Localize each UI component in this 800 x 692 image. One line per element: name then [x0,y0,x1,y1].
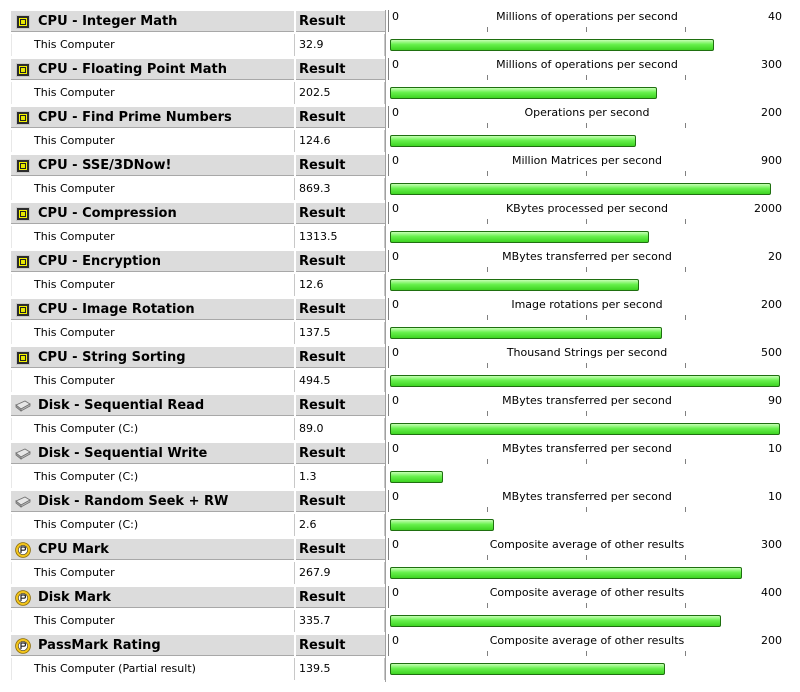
result-row[interactable] [0,274,800,298]
benchmark-group [0,538,800,586]
scale-tick [586,27,587,32]
benchmark-header [0,58,800,82]
computer-name-cell [11,82,295,104]
scale-tick [685,603,686,608]
scale-label: MBytes transferred per second [502,394,672,407]
computer-name: This Computer (C:) [34,422,139,435]
result-bar-area [389,34,785,56]
scale-axis [388,106,785,128]
result-header-label: Result [299,302,346,317]
result-value-cell [296,34,385,56]
scale-tick [685,507,686,512]
scale-tick [487,219,488,224]
disk-drive-icon [15,398,31,414]
scale-tick [487,603,488,608]
scale-min: 0 [392,538,399,551]
scale-label: Composite average of other results [489,586,685,599]
scale-max: 200 [761,634,782,647]
cpu-chip-icon [15,158,31,174]
scale-min: 0 [392,10,399,23]
computer-name: This Computer (Partial result) [34,662,196,675]
benchmark-header [0,394,800,418]
computer-name: This Computer [34,566,115,579]
result-row[interactable] [0,610,800,634]
benchmark-header [0,634,800,658]
computer-name-cell [11,226,295,248]
scale-tick [586,459,587,464]
result-column-header[interactable] [296,442,385,464]
test-title: CPU Mark [38,542,109,557]
result-header-label: Result [299,638,346,653]
result-value-cell [296,322,385,344]
scale-min: 0 [392,202,399,215]
result-value-cell [296,610,385,632]
test-name-cell[interactable] [11,346,294,368]
test-name-cell[interactable] [11,442,294,464]
result-row[interactable] [0,562,800,586]
result-bar-area [389,514,785,536]
result-value-cell [296,466,385,488]
benchmark-header [0,298,800,322]
result-header-label: Result [299,542,346,557]
test-title: PassMark Rating [38,638,161,653]
disk-drive-icon [15,494,31,510]
computer-name: This Computer [34,374,115,387]
scale-axis [388,586,785,608]
benchmark-group [0,490,800,538]
test-name-cell[interactable] [11,202,294,224]
computer-name: This Computer (C:) [34,470,139,483]
scale-tick [685,363,686,368]
scale-tick [685,27,686,32]
computer-name-cell [11,370,295,392]
scale-tick [586,315,587,320]
scale-tick [487,315,488,320]
result-column-header[interactable] [296,154,385,176]
result-value: 89.0 [299,422,324,435]
scale-min: 0 [392,634,399,647]
scale-max: 300 [761,58,782,71]
result-bar [390,423,780,435]
scale-tick [487,651,488,656]
result-value: 494.5 [299,374,331,387]
test-name-cell[interactable] [11,394,294,416]
scale-axis [388,442,785,464]
scale-tick [586,555,587,560]
scale-axis [388,10,785,32]
scale-max: 200 [761,106,782,119]
computer-name: This Computer [34,38,115,51]
benchmark-header [0,202,800,226]
scale-tick [487,363,488,368]
cpu-chip-icon [15,110,31,126]
scale-max: 2000 [754,202,782,215]
result-value: 12.6 [299,278,324,291]
scale-axis [388,58,785,80]
result-bar-area [389,418,785,440]
cpu-chip-icon [15,62,31,78]
result-value: 267.9 [299,566,331,579]
computer-name: This Computer [34,86,115,99]
computer-name-cell [11,610,295,632]
passmark-badge-icon [15,638,31,654]
test-name-cell[interactable] [11,298,294,320]
scale-max: 200 [761,298,782,311]
result-column-header[interactable] [296,586,385,608]
result-row[interactable] [0,370,800,394]
scale-axis [388,394,785,416]
scale-axis [388,346,785,368]
result-bar [390,519,494,531]
cpu-chip-icon [15,302,31,318]
result-header-label: Result [299,206,346,221]
result-header-label: Result [299,398,346,413]
result-value: 137.5 [299,326,331,339]
benchmark-group [0,394,800,442]
scale-tick [685,411,686,416]
result-header-label: Result [299,590,346,605]
computer-name-cell [11,562,295,584]
test-title: CPU - Image Rotation [38,302,195,317]
scale-tick [685,651,686,656]
benchmark-group [0,154,800,202]
result-row[interactable] [0,34,800,58]
result-bar [390,567,742,579]
computer-name-cell [11,322,295,344]
test-name-cell[interactable] [11,250,294,272]
benchmark-group [0,634,800,682]
scale-tick [487,171,488,176]
scale-axis [388,202,785,224]
disk-drive-icon [15,446,31,462]
result-column-header[interactable] [296,538,385,560]
scale-tick [586,363,587,368]
result-value: 124.6 [299,134,331,147]
test-title: CPU - Integer Math [38,14,178,29]
test-title: CPU - SSE/3DNow! [38,158,172,173]
scale-tick [586,123,587,128]
scale-axis [388,634,785,656]
scale-label: KBytes processed per second [505,202,669,215]
benchmark-group [0,586,800,634]
scale-tick [487,459,488,464]
test-title: Disk Mark [38,590,111,605]
scale-label: Million Matrices per second [511,154,663,167]
passmark-badge-icon [15,542,31,558]
result-value: 1313.5 [299,230,338,243]
benchmark-header [0,442,800,466]
result-header-label: Result [299,14,346,29]
test-title: CPU - Floating Point Math [38,62,227,77]
scale-tick [586,171,587,176]
benchmark-group [0,202,800,250]
computer-name-cell [11,658,295,680]
scale-tick [685,75,686,80]
scale-axis [388,490,785,512]
benchmark-header [0,490,800,514]
result-column-header[interactable] [296,106,385,128]
result-bar-area [389,370,785,392]
scale-label: Operations per second [524,106,650,119]
scale-tick [685,555,686,560]
result-value-cell [296,562,385,584]
test-title: Disk - Sequential Read [38,398,205,413]
result-bar [390,663,665,675]
benchmark-group [0,10,800,58]
test-title: CPU - Compression [38,206,177,221]
result-value-cell [296,178,385,200]
benchmark-header [0,586,800,610]
result-bar-area [389,466,785,488]
computer-name-cell [11,34,295,56]
benchmark-header [0,250,800,274]
computer-name: This Computer [34,614,115,627]
result-bar [390,327,662,339]
result-value: 2.6 [299,518,317,531]
cpu-chip-icon [15,350,31,366]
computer-name-cell [11,274,295,296]
scale-tick [487,411,488,416]
scale-tick [487,267,488,272]
result-header-label: Result [299,446,346,461]
result-bar [390,375,780,387]
benchmark-group [0,442,800,490]
scale-tick [487,27,488,32]
scale-max: 900 [761,154,782,167]
result-bar-area [389,610,785,632]
result-column-header[interactable] [296,250,385,272]
result-value: 1.3 [299,470,317,483]
cpu-chip-icon [15,14,31,30]
scale-tick [487,123,488,128]
result-column-header[interactable] [296,634,385,656]
test-name-cell[interactable] [11,10,294,32]
scale-tick [586,267,587,272]
result-header-label: Result [299,110,346,125]
result-value-cell [296,82,385,104]
passmark-badge-icon [15,590,31,606]
scale-min: 0 [392,586,399,599]
computer-name-cell [11,130,295,152]
scale-tick [586,507,587,512]
test-title: CPU - Encryption [38,254,161,269]
result-row[interactable] [0,466,800,490]
scale-max: 90 [768,394,782,407]
scale-max: 20 [768,250,782,263]
result-column-header[interactable] [296,490,385,512]
result-row[interactable] [0,418,800,442]
scale-min: 0 [392,442,399,455]
result-column-header[interactable] [296,346,385,368]
result-row[interactable] [0,322,800,346]
result-value-cell [296,418,385,440]
benchmark-header [0,10,800,34]
result-value: 139.5 [299,662,331,675]
result-bar-area [389,82,785,104]
result-row[interactable] [0,514,800,538]
result-bar [390,231,649,243]
result-column-header[interactable] [296,202,385,224]
computer-name: This Computer (C:) [34,518,139,531]
test-name-cell[interactable] [11,634,294,656]
scale-max: 400 [761,586,782,599]
scale-tick [586,411,587,416]
scale-min: 0 [392,346,399,359]
scale-label: Image rotations per second [511,298,663,311]
result-value-cell [296,370,385,392]
benchmark-header [0,154,800,178]
test-title: Disk - Random Seek + RW [38,494,229,509]
result-value: 202.5 [299,86,331,99]
scale-axis [388,298,785,320]
test-title: CPU - String Sorting [38,350,186,365]
result-bar [390,615,721,627]
scale-label: Composite average of other results [489,634,685,647]
scale-tick [586,651,587,656]
computer-name-cell [11,514,295,536]
scale-min: 0 [392,490,399,503]
computer-name-cell [11,466,295,488]
result-row[interactable] [0,658,800,682]
result-row[interactable] [0,82,800,106]
computer-name: This Computer [34,326,115,339]
computer-name: This Computer [34,278,115,291]
result-header-label: Result [299,350,346,365]
result-bar-area [389,274,785,296]
scale-label: MBytes transferred per second [502,442,672,455]
result-value: 869.3 [299,182,331,195]
result-header-label: Result [299,62,346,77]
scale-max: 10 [768,442,782,455]
result-bar [390,279,639,291]
computer-name: This Computer [34,230,115,243]
result-header-label: Result [299,254,346,269]
benchmark-group [0,346,800,394]
scale-axis [388,538,785,560]
result-bar-area [389,178,785,200]
test-title: Disk - Sequential Write [38,446,208,461]
result-bar-area [389,562,785,584]
scale-min: 0 [392,394,399,407]
test-name-cell[interactable] [11,538,294,560]
cpu-chip-icon [15,254,31,270]
scale-label: Millions of operations per second [496,58,678,71]
result-bar-area [389,130,785,152]
scale-max: 40 [768,10,782,23]
result-value-cell [296,514,385,536]
result-bar [390,39,714,51]
benchmark-results-table [0,10,800,682]
scale-min: 0 [392,298,399,311]
scale-tick [685,459,686,464]
result-value-cell [296,130,385,152]
scale-label: MBytes transferred per second [502,250,672,263]
result-column-header[interactable] [296,10,385,32]
result-value-cell [296,658,385,680]
scale-max: 500 [761,346,782,359]
result-bar [390,183,771,195]
result-value-cell [296,226,385,248]
result-row[interactable] [0,130,800,154]
scale-min: 0 [392,58,399,71]
scale-axis [388,250,785,272]
scale-max: 10 [768,490,782,503]
scale-tick [685,219,686,224]
benchmark-header [0,106,800,130]
result-bar [390,135,636,147]
test-name-cell[interactable] [11,586,294,608]
result-bar [390,471,443,483]
scale-tick [685,267,686,272]
test-name-cell[interactable] [11,154,294,176]
scale-tick [685,171,686,176]
scale-min: 0 [392,154,399,167]
scale-max: 300 [761,538,782,551]
scale-tick [487,555,488,560]
benchmark-header [0,346,800,370]
scale-tick [586,603,587,608]
result-header-label: Result [299,494,346,509]
scale-min: 0 [392,106,399,119]
scale-tick [685,123,686,128]
benchmark-group [0,298,800,346]
cpu-chip-icon [15,206,31,222]
computer-name-cell [11,178,295,200]
scale-tick [586,219,587,224]
computer-name: This Computer [34,134,115,147]
result-bar-area [389,322,785,344]
scale-tick [586,75,587,80]
benchmark-header [0,538,800,562]
result-column-header[interactable] [296,394,385,416]
test-name-cell[interactable] [11,106,294,128]
scale-label: Composite average of other results [489,538,685,551]
result-bar-area [389,658,785,680]
test-name-cell[interactable] [11,490,294,512]
result-row[interactable] [0,178,800,202]
computer-name-cell [11,418,295,440]
scale-label: MBytes transferred per second [502,490,672,503]
result-header-label: Result [299,158,346,173]
benchmark-group [0,106,800,154]
computer-name: This Computer [34,182,115,195]
result-row[interactable] [0,226,800,250]
scale-min: 0 [392,250,399,263]
scale-tick [487,507,488,512]
test-title: CPU - Find Prime Numbers [38,110,232,125]
test-name-cell[interactable] [11,58,294,80]
scale-label: Millions of operations per second [496,10,678,23]
result-value: 32.9 [299,38,324,51]
result-bar-area [389,226,785,248]
result-value: 335.7 [299,614,331,627]
scale-tick [487,75,488,80]
benchmark-group [0,58,800,106]
result-value-cell [296,274,385,296]
benchmark-group [0,250,800,298]
result-bar [390,87,657,99]
column-divider [385,10,386,682]
scale-axis [388,154,785,176]
result-column-header[interactable] [296,58,385,80]
result-column-header[interactable] [296,298,385,320]
scale-label: Thousand Strings per second [506,346,668,359]
scale-tick [685,315,686,320]
